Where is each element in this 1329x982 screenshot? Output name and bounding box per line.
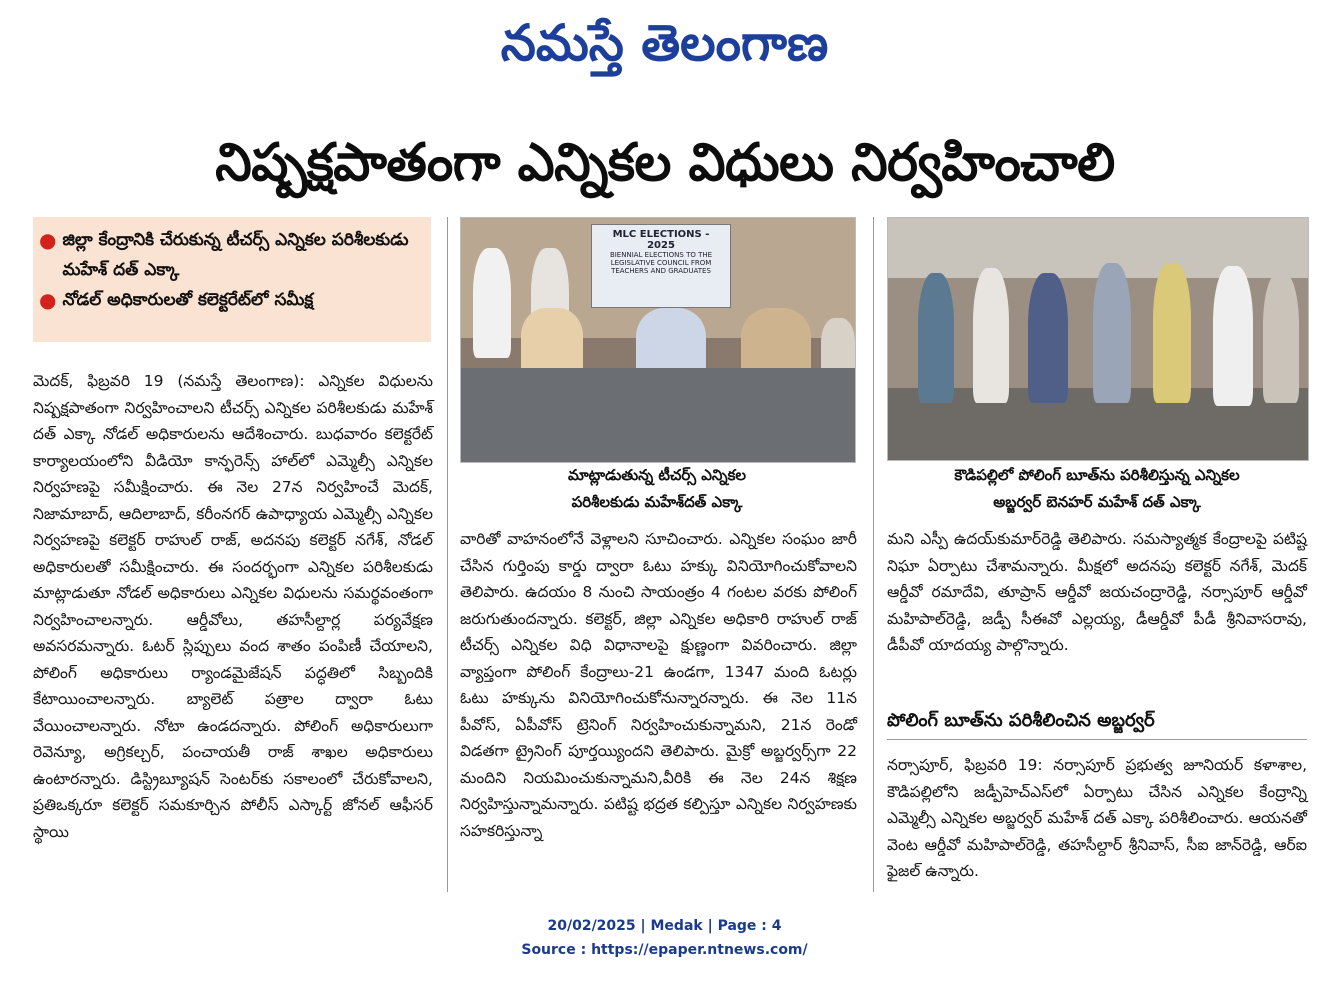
column-divider: [873, 217, 874, 892]
bullet-icon: ●: [39, 288, 57, 312]
article-column-3: [887, 526, 1307, 696]
standing-person: [1093, 263, 1131, 403]
photo-caption: [460, 462, 854, 516]
highlight-text: నోడల్ అధికారులతో కలెక్టరేట్‌లో సమీక్ష: [62, 290, 314, 310]
standing-person: [1153, 263, 1191, 403]
highlight-item: [39, 225, 425, 285]
standing-person: [1028, 273, 1068, 403]
standing-person: [473, 248, 511, 358]
newspaper-logo: నమస్తే తెలంగాణ: [500, 14, 829, 72]
standing-person: [918, 273, 954, 403]
article-text: వారితో వాహనంలోనే వెళ్లాలని సూచించారు. ఎన్నికల సంఘం జారీ చేసిన గుర్తింపు కార్డు ద్వారా ఓటు హక్కు వినియోగించుకోవాలని తెలిపారు. ఉదయం 8 నుంచి సాయంత్రం 4 గంటల వరకు పోలింగ్ జరుగుతుందన్నారు. కలెక్టర్, జిల్లా ఎన్నికల అధికారి రాహుల్ రాజ్ టీచర్స్ ఎన్నికల విధి విధానాలపై క్షుణ్ణంగా వివరించారు. జిల్లా వ్యాప్తంగా పోలింగ్ కేంద్రాలు-21 ఉండగా, 1347 మంది ఓటర్లు ఓటు హక్కును వినియోగించుకోనున్నారన్నారు. ఈ నెల 11న పీవోస్, ఏపీవోస్ ట్రెనింగ్ నిర్వహించుకున్నామని, 21న రెండో విడతగా ట్రైనింగ్ పూర్తయ్యిందని తెలిపారు. మైక్రో అబ్జర్వర్స్‌గా 22 మందిని నియమించుకున్నామని,వీరికి ఈ నెల 24న శిక్షణ నిర్వహిస్తున్నామన్నారు. పటిష్ట భద్రత కల్పిస్తూ ఎన్నికల నిర్వహణకు సహకరిస్తున్నా: [460, 530, 857, 840]
article-text: మని ఎస్పీ ఉదయ్‌కుమార్‌రెడ్డి తెలిపారు. సమస్యాత్మక కేంద్రాలపై పటిష్ట నిఘా ఏర్పాటు చేశామన్నారు. మీక్షలో అదనపు కలెక్టర్ నగేశ్, మెదక్ ఆర్డీవో రమాదేవి, తూప్రాన్ ఆర్డీవో జయచంద్రారెడ్డి, నర్సాపూర్ ఆర్డీవో మహిపాల్‌రెడ్డి, జడ్పీ సీఈవో ఎల్లయ్య, డీఆర్డీవో పీడీ శ్రీనివాసరావు, డీపీవో యాదయ్య పాల్గొన్నారు.: [887, 530, 1307, 654]
column-divider: [447, 217, 448, 892]
sub-article-text-column: [887, 752, 1307, 892]
article-text: మెదక్, ఫిబ్రవరి 19 (నమస్తే తెలంగాణ): ఎన్నికల విధులను నిష్పక్షపాతంగా నిర్వహించాలని టీచర్స్ ఎన్నికల పరిశీలకుడు మహేశ్ దత్ ఎక్కా నోడల్ అధికారులను ఆదేశించారు. బుధవారం కలెక్టరేట్ కార్యాలయంలోని వీడియో కాన్ఫరెన్స్ హాల్‌లో ఎమ్మెల్సీ ఎన్నికల నిర్వహణపై సమీక్షించారు. ఈ నెల 27న నిర్వహించే మెదక్, నిజామాబాద్, ఆదిలాబాద్, కరీంనగర్ ఉపాధ్యాయ ఎమ్మెల్సీ ఎన్నికల నిర్వహణపై కలెక్టర్ రాహుల్ రాజ్, అదనపు కలెక్టర్ నగేశ్, నోడల్ అధికారులతో సమీక్షించారు. ఈ సందర్భంగా ఎన్నికల పరిశీలకుడు మాట్లాడుతూ నోడల్ అధికారులు ఎన్నికల విధులను సమర్థవంతంగా నిర్వహించాలన్నారు. ఆర్డీవోలు, తహసీల్దార్ల పర్యవేక్షణ అవసరమన్నారు. ఓటర్ స్లిప్పులు వంద శాతం పంపిణీ చేయాలని, పోలింగ్ అధికారులు ర్యాండమైజేషన్ పద్ధతిలో సిబ్బందికి కేటాయించాలన్నారు. బ్యాలెట్ పత్రాల ద్వారా ఓటు వేయించాలన్నారు. నోటా ఉండదన్నారు. పోలింగ్ అధికారులుగా రెవెన్యూ, అగ్రికల్చర్, పంచాయతీ రాజ్ శాఖల అధికారులు ఉంటారన్నారు. డిస్ట్రిబ్యూషన్ సెంటర్‌కు సకాలంలో చేరుకోవాలని, ప్రతిఒక్కరూ కలెక్టర్ సమకూర్చిన పోలీస్ ఎస్కార్ట్ జోనల్ ఆఫీసర్ స్థాయి: [33, 372, 433, 841]
highlight-text: జిల్లా కేంద్రానికి చేరుకున్న టీచర్స్ ఎన్నికల పరిశీలకుడు మహేశ్ దత్ ఎక్కా: [62, 230, 409, 280]
caption-line: మాట్లాడుతున్న టీచర్స్ ఎన్నికల: [567, 466, 747, 484]
highlight-item: [39, 285, 425, 315]
standing-person: [1263, 273, 1299, 403]
article-headline: నిష్పక్షపాతంగా ఎన్నికల విధులు నిర్వహించాలి: [215, 133, 1115, 193]
caption-line: పరిశీలకుడు మహేశ్‌దత్ ఎక్కా: [571, 493, 743, 511]
ceiling: [888, 218, 1308, 278]
article-column-2: [460, 526, 857, 888]
sub-article-headline: పోలింగ్ బూత్‌ను పరిశీలించిన అబ్జర్వర్: [887, 703, 1307, 740]
caption-line: అబ్జర్వర్ బెనహర్ మహేశ్ దత్ ఎక్కా: [993, 493, 1201, 511]
bullet-icon: ●: [39, 228, 57, 252]
screen-title: MLC ELECTIONS -: [612, 229, 710, 240]
highlights-box: [33, 217, 431, 342]
polling-booth-photo: [887, 217, 1309, 461]
conference-table: [461, 368, 855, 462]
caption-line: కౌడిపల్లిలో పోలింగ్ బూత్‌ను పరిశీలిస్తున్న ఎన్నికల: [954, 466, 1240, 484]
article-column-1: [33, 368, 433, 888]
standing-person: [973, 268, 1009, 403]
meeting-photo: [460, 217, 856, 463]
page-info: 20/02/2025 | Medak | Page : 4: [547, 918, 782, 934]
article-text: నర్సాపూర్, ఫిబ్రవరి 19: నర్సాపూర్ ప్రభుత్వ జూనియర్ కళాశాల, కౌడిపల్లిలోని జడ్పీహెచ్‌ఎస్‌లో ఏర్పాటు చేసిన ఎన్నికల కేంద్రాన్ని ఎమ్మెల్సీ ఎన్నికల అబ్జర్వర్ మహేశ్ దత్ ఎక్కా పరిశీలించారు. ఆయనతో వెంట ఆర్డీవో మహిపాల్‌రెడ్డి, తహసీల్దార్ శ్రీనివాస్, సీఐ జాన్‌రెడ్డి, ఆర్ఐ ఫైజల్ ఉన్నారు.: [887, 756, 1307, 880]
screen-year: 2025: [647, 240, 675, 251]
screen-subtitle: BIENNIAL ELECTIONS TO THE LEGISLATIVE COUNCIL FROM TEACHERS AND GRADUATES: [609, 251, 713, 275]
standing-person: [1213, 266, 1253, 406]
source-link[interactable]: Source : https://epaper.ntnews.com/: [521, 942, 808, 958]
photo-caption: [887, 462, 1307, 516]
projector-screen: [591, 224, 731, 308]
